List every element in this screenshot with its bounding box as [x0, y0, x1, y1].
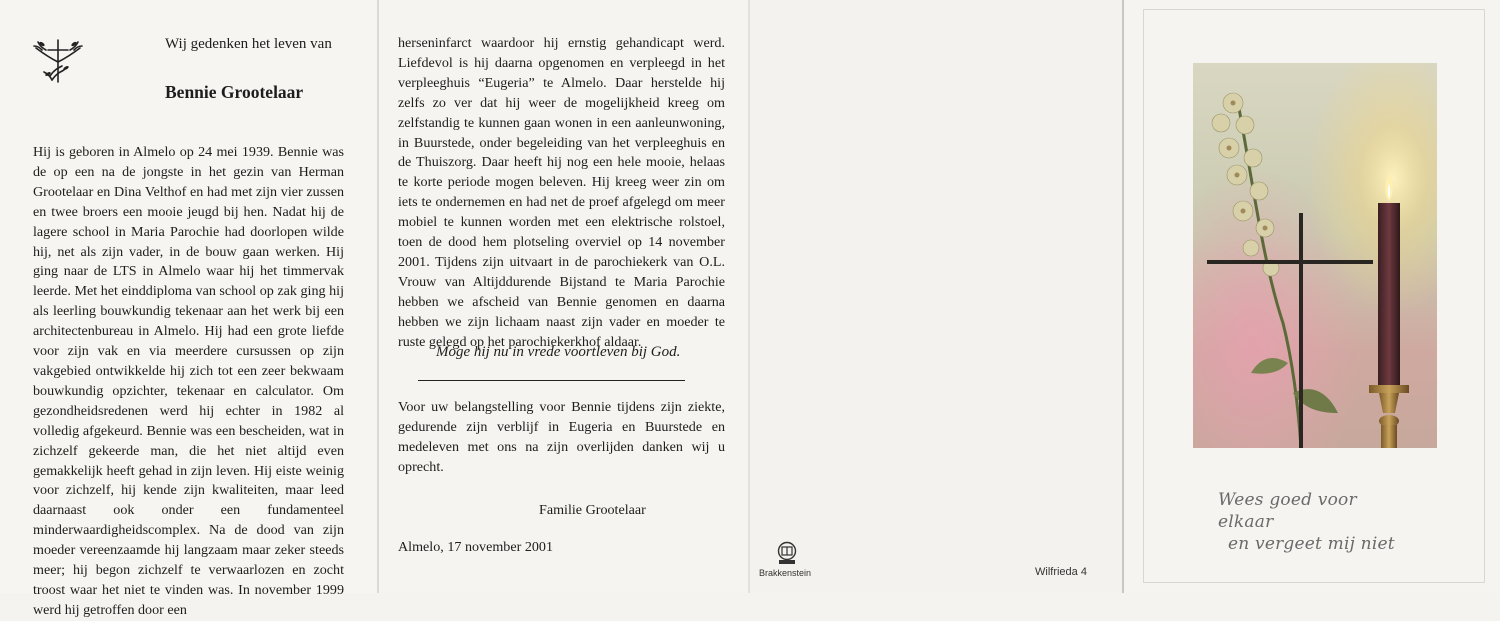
deceased-name: Bennie Grootelaar	[165, 82, 304, 102]
biography-text-part1: Hij is geboren in Almelo op 24 mei 1939. Bennie was de op een na de jongste in het gezin van Herman Grootelaar en Dina Velthof en had met zijn vier zussen en twee broers een mooie jeugd bij hen. Nadat hij de lagere school in Maria Parochie had doorlopen wilde hij, net als zijn vader, in de bouw gaan werken. Hij ging naar de LTS in Almelo waar hij het timmervak leerde. Met het einddiploma van school op zak ging hij als leerling bouwkundig tekenaar aan het werk bij een architectenbureau in Almelo. Hij had een grote liefde voor zijn vak en via meerdere cursussen op zijn vakgebied ontwikkelde hij zich tot een zeer bekwaam bouwkundig opzichter, tekenaar en calculator. Om gezondheidsredenen werd hij echter in 1982 al volledig afgekeurd. Bennie was een bescheiden, wat in zichzelf gekeerde man, die het niet altijd even gemakkelijk heeft gehad in zijn leven. Hij eiste weinig voor zichzelf, hij kende zijn kwaliteiten, maar leed daarnaast ook onder een fundamenteel minderwaardigheidscomplex. Na de dood van zijn moeder vereenzaamde hij langzaam maar zeker steeds meer; hij begon zichzelf te verwaarlozen en zocht troost waar het niet te vinden was. In november 1999 werd hij getroffen door een	[33, 144, 344, 618]
biography-text-part2: herseninfarct waardoor hij ernstig gehandicapt werd. Liefdevol is hij daarna opgenomen en verpleegd in het verpleeghuis “Eugeria” te Almelo. Daar herstelde hij zelfs zo ver dat hij weer de mogelijkheid kreeg om zelfstandig te kunnen gaan wonen in een aanleunwoning, in Buurstede, onder begeleiding van het verpleeghuis en de Thuiszorg. Daar heeft hij nog een hele mooie, helaas te korte periode mogen beleven. Hij kreeg weer zin om iets te ondernemen en had net de proef afgelegd om meer mobiel te kunnen worden met een elektrische rolstoel, toen de dood hem plotseling overviel op 14 november 2001. Tijdens zijn uitvaart in de parochiekerk van O.L. Vrouw van Altijddurende Bijstand te Maria Parochie hebben we afscheid van Bennie genomen en daarna hebben we zijn lichaam naast zijn vader en moeder te ruste gelegd op het parochiekerkhof aldaar.	[398, 35, 725, 350]
left-panel	[0, 0, 378, 618]
publisher-name: Brakkenstein	[759, 568, 812, 578]
verse-line-1: Wees goed voor elkaar	[1218, 490, 1357, 532]
fold-line-2	[748, 0, 750, 593]
candle-cross-photo	[1193, 63, 1437, 448]
thanks-text: Voor uw belangstelling voor Bennie tijdens zijn ziekte, gedurende zijn verblijf in Eugeria en Buurstede en medeleven met ons na zijn overlijden danken wij u oprecht.	[398, 399, 725, 475]
place-date: Almelo, 17 november 2001	[398, 539, 554, 555]
fold-line-3	[1122, 0, 1124, 593]
intro-text: Wij gedenken het leven van	[165, 36, 332, 52]
verse-text	[1218, 489, 1408, 555]
verse-line-2: en vergeet mij niet	[1228, 534, 1395, 554]
cross-emblem-icon	[30, 36, 86, 86]
card-front-panel	[1123, 0, 1500, 593]
publisher-logo-icon	[776, 541, 798, 565]
motto-text: Moge hij nu in vrede voortleven bij God.	[436, 344, 681, 360]
middle-panel	[378, 0, 748, 593]
back-panel	[748, 0, 1123, 593]
card-model-code: Wilfrieda 4	[1035, 566, 1087, 578]
fold-line-1	[377, 0, 379, 593]
divider-line	[418, 380, 685, 381]
family-signature: Familie Grootelaar	[539, 502, 646, 518]
